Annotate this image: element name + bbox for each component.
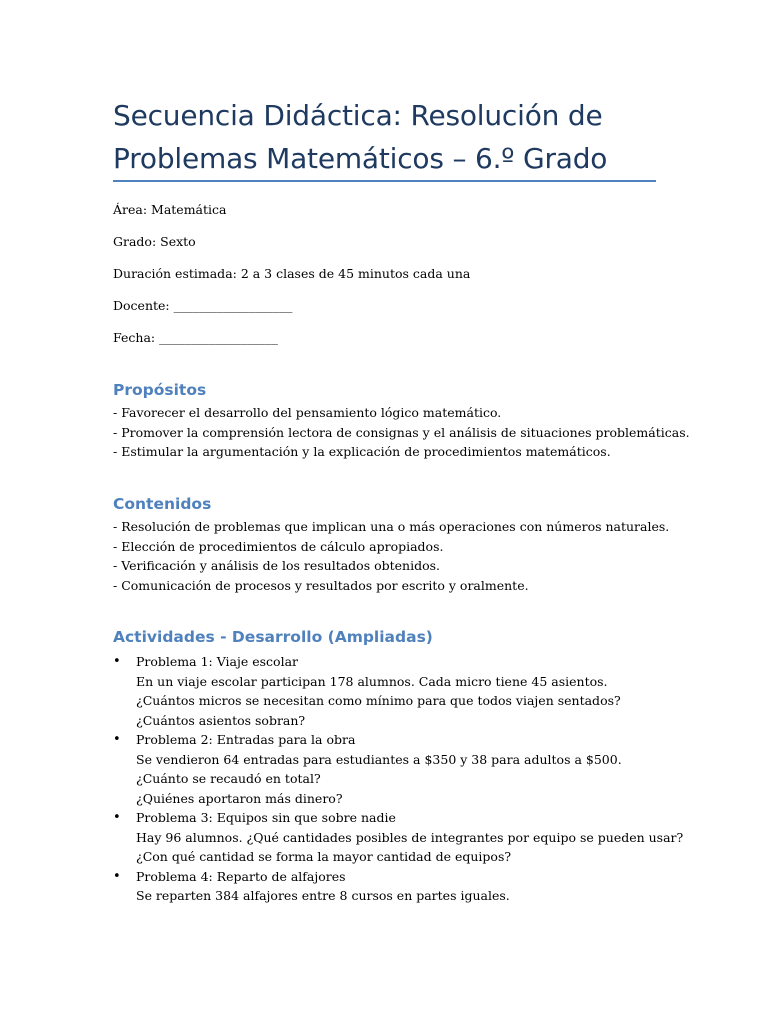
meta-grado: Grado: Sexto [113, 234, 196, 249]
problem-title: Problema 1: Viaje escolar [136, 654, 298, 669]
problem-line: ¿Con qué cantidad se forma la mayor cantidad de equipos? [136, 849, 512, 864]
problem-item [113, 730, 673, 808]
problem-line: ¿Cuánto se recaudó en total? [136, 771, 321, 786]
problem-line: En un viaje escolar participan 178 alumnos. Cada micro tiene 45 asientos. [136, 673, 608, 689]
bullet-icon: • [113, 654, 121, 669]
problem-item [113, 808, 684, 867]
contenido-item: - Resolución de problemas que implican una o más operaciones con números naturales. [113, 519, 670, 534]
propositos-list [113, 403, 690, 462]
bullet-icon: • [113, 868, 121, 884]
contenidos-list [113, 517, 669, 595]
problem-line: Se vendieron 64 entradas para estudiantes a $350 y 38 para adultos a $500. [136, 751, 622, 767]
problem-line: Hay 96 alumnos. ¿Qué cantidades posibles de integrantes por equipo se pueden usar? [136, 829, 684, 845]
problem-line: ¿Quiénes aportaron más dinero? [136, 790, 343, 806]
meta-docente: Docente: ___________________ [113, 298, 293, 313]
meta-fecha: Fecha: ___________________ [113, 330, 278, 345]
heading-propositos: Propósitos [113, 381, 207, 399]
problem-item [113, 867, 673, 906]
meta-area: Área: Matemática [113, 202, 227, 217]
problem-title: Problema 2: Entradas para la obra [136, 732, 356, 747]
document-title [113, 94, 673, 180]
title-line-2: Problemas Matemáticos – 6.º Grado [113, 142, 608, 175]
problem-line: ¿Cuántos micros se necesitan como mínimo para que todos viajen sentados? [136, 693, 621, 708]
proposito-item: - Promover la comprensión lectora de consignas y el análisis de situaciones problemáticas. [113, 424, 690, 440]
heading-actividades: Actividades - Desarrollo (Ampliadas) [113, 628, 433, 646]
problem-title: Problema 3: Equipos sin que sobre nadie [136, 810, 396, 825]
bullet-icon: • [113, 810, 121, 825]
contenido-item: - Comunicación de procesos y resultados por escrito y oralmente. [113, 577, 529, 593]
proposito-item: - Favorecer el desarrollo del pensamiento lógico matemático. [113, 405, 502, 420]
actividades-list [113, 652, 684, 906]
proposito-item: - Estimular la argumentación y la explicación de procedimientos matemáticos. [113, 444, 611, 459]
meta-duracion: Duración estimada: 2 a 3 clases de 45 minutos cada una [113, 266, 471, 281]
title-underline [113, 180, 656, 182]
problem-item [113, 652, 673, 730]
bullet-icon: • [113, 732, 121, 747]
problem-title: Problema 4: Reparto de alfajores [136, 868, 346, 884]
heading-contenidos: Contenidos [113, 495, 212, 513]
problem-line: ¿Cuántos asientos sobran? [136, 712, 306, 728]
contenido-item: - Elección de procedimientos de cálculo apropiados. [113, 538, 444, 554]
contenido-item: - Verificación y análisis de los resultados obtenidos. [113, 558, 440, 573]
title-line-1: Secuencia Didáctica: Resolución de [113, 99, 603, 132]
problem-line: Se reparten 384 alfajores entre 8 cursos en partes iguales. [136, 888, 510, 903]
